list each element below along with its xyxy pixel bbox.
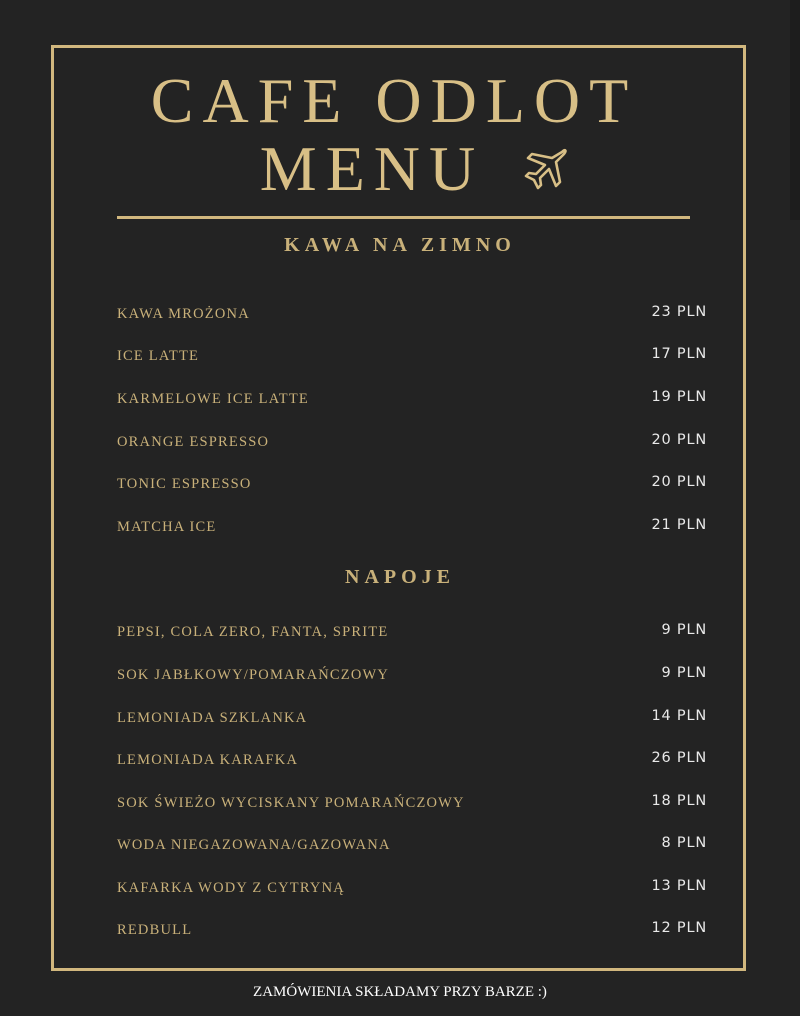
item-price: 8 PLN — [661, 835, 707, 851]
menu-item — [117, 663, 707, 687]
menu-item — [117, 302, 707, 326]
menu-item — [117, 833, 707, 857]
order-at-bar-note: ZAMÓWIENIA SKŁADAMY PRZY BARZE :) — [253, 984, 547, 1000]
item-price: 12 PLN — [651, 920, 707, 936]
item-price: 9 PLN — [661, 622, 707, 638]
menu-item — [117, 706, 707, 730]
item-name: LEMONIADA SZKLANKA — [117, 710, 308, 726]
item-name: LEMONIADA KARAFKA — [117, 752, 299, 768]
item-price: 20 PLN — [651, 432, 707, 448]
menu-item — [117, 876, 707, 900]
item-name: KAFARKA WODY Z CYTRYNĄ — [117, 880, 345, 896]
section-heading-drinks: NAPOJE — [345, 566, 455, 588]
item-price: 20 PLN — [651, 474, 707, 490]
item-name: REDBULL — [117, 922, 193, 938]
item-price: 26 PLN — [651, 750, 707, 766]
item-name: SOK JABŁKOWY/POMARAŃCZOWY — [117, 667, 390, 683]
cafe-title: CAFE ODLOT — [150, 65, 638, 136]
menu-item — [117, 748, 707, 772]
menu-item — [117, 344, 707, 368]
title-divider — [117, 216, 690, 219]
item-name: KAWA MROŻONA — [117, 306, 250, 322]
item-price: 19 PLN — [651, 389, 707, 405]
item-price: 17 PLN — [651, 346, 707, 362]
item-name: ORANGE ESPRESSO — [117, 434, 270, 450]
item-name: TONIC ESPRESSO — [117, 476, 252, 492]
item-name: SOK ŚWIEŻO WYCISKANY POMARAŃCZOWY — [117, 795, 465, 811]
item-name: PEPSI, COLA ZERO, FANTA, SPRITE — [117, 624, 389, 640]
item-price: 14 PLN — [651, 708, 707, 724]
item-price: 13 PLN — [651, 878, 707, 894]
item-name: WODA NIEGAZOWANA/GAZOWANA — [117, 837, 391, 853]
item-name: ICE LATTE — [117, 348, 200, 364]
item-price: 21 PLN — [651, 517, 707, 533]
airplane-icon — [518, 144, 570, 196]
section-heading-cold-coffee: KAWA NA ZIMNO — [284, 234, 516, 256]
item-price: 9 PLN — [661, 665, 707, 681]
menu-item — [117, 472, 707, 496]
item-price: 23 PLN — [651, 304, 707, 320]
menu-item — [117, 620, 707, 644]
menu-item — [117, 515, 707, 539]
menu-item — [117, 387, 707, 411]
item-name: MATCHA ICE — [117, 519, 217, 535]
item-price: 18 PLN — [651, 793, 707, 809]
menu-item — [117, 791, 707, 815]
menu-item — [117, 918, 707, 942]
menu-title: MENU — [259, 133, 485, 204]
item-name: KARMELOWE ICE LATTE — [117, 391, 309, 407]
menu-item — [117, 430, 707, 454]
